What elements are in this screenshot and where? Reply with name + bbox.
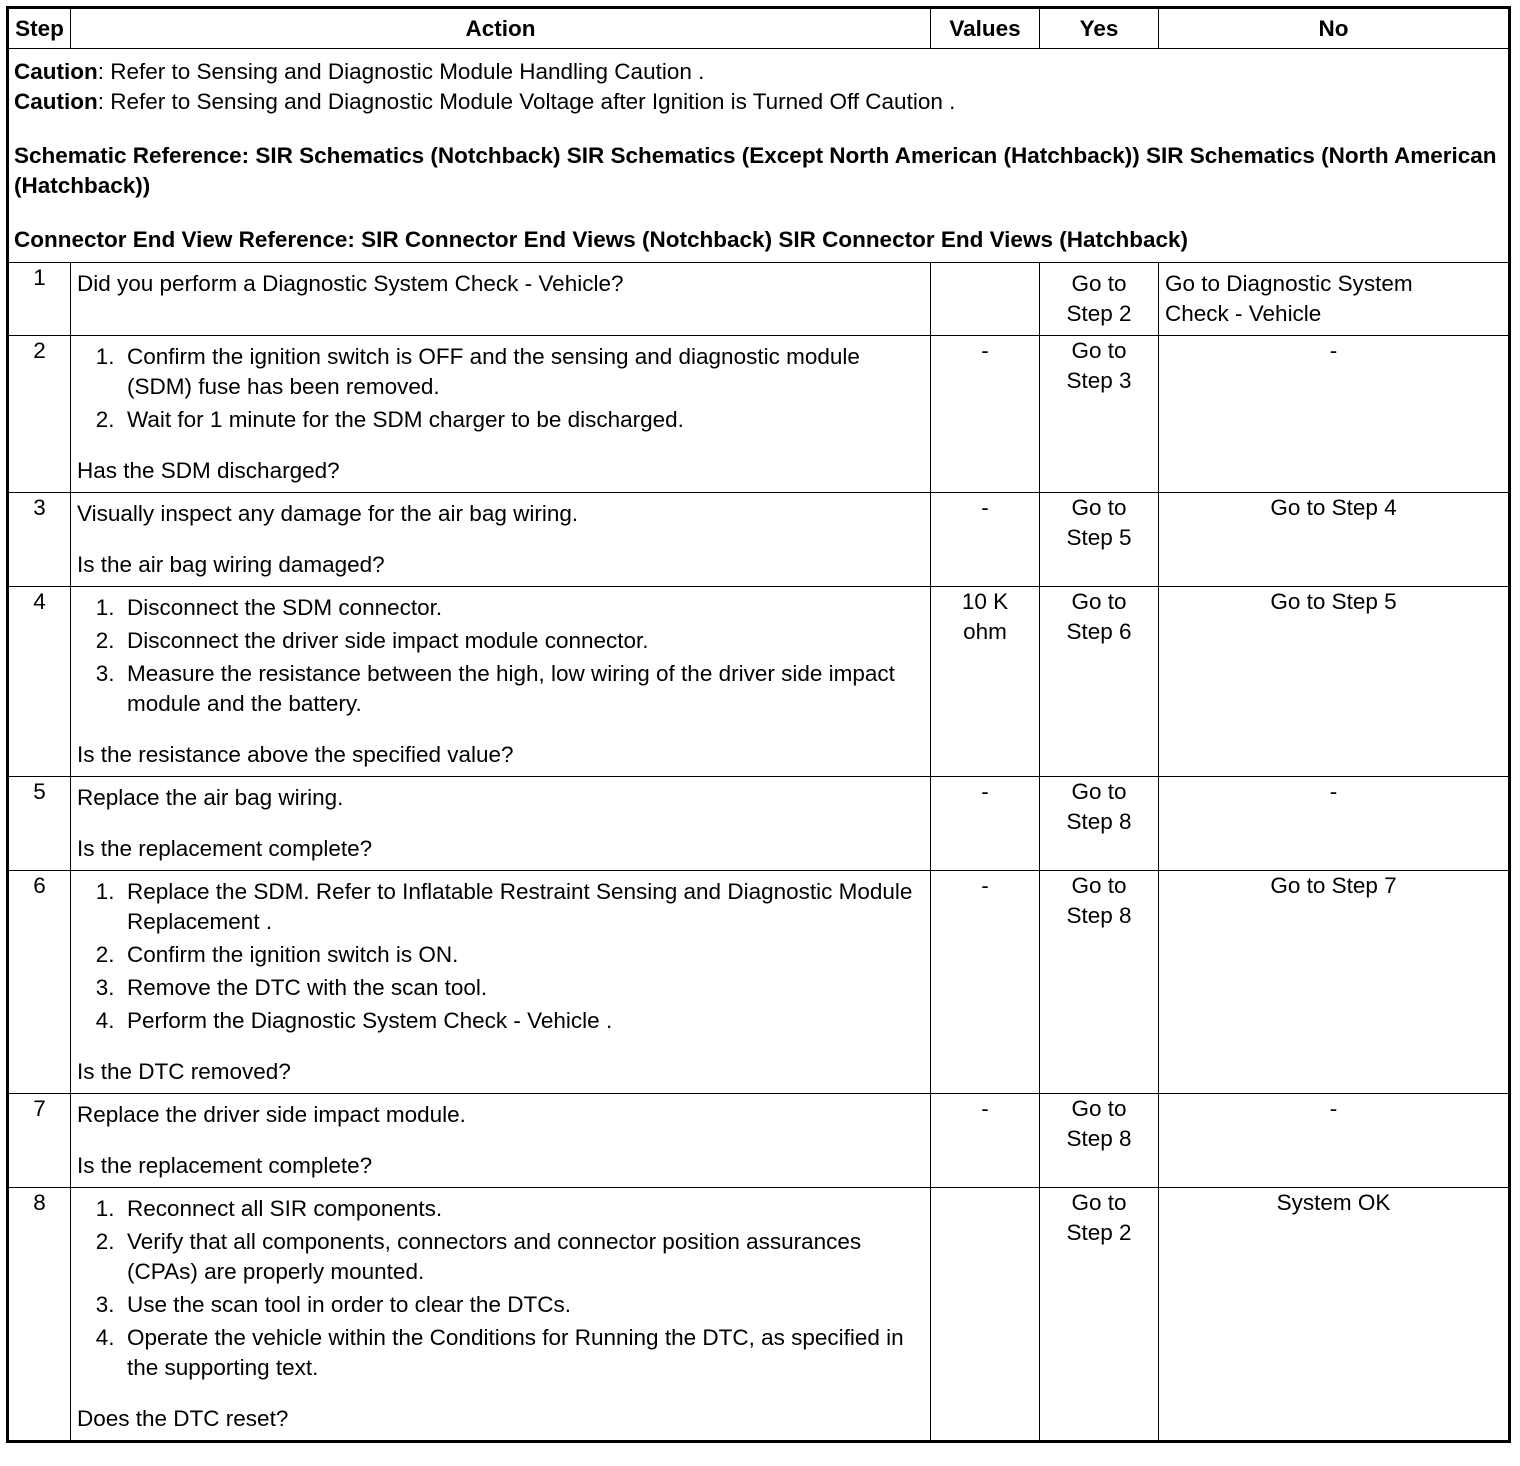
action-step-item: 3. Measure the resistance between the high, low wiring of the driver side impact module and the battery. [127,659,924,719]
header-step: Step [8,8,71,49]
step-action [71,263,931,336]
caution-2-label: Caution [14,89,98,114]
yes-text: Go to Step 8 [1066,873,1132,928]
yes-text: Go to Step 6 [1066,589,1132,644]
yes-text: Go to Step 5 [1066,495,1132,550]
yes-text: Go to Step 2 [1066,1190,1132,1245]
schematic-reference: Schematic Reference: SIR Schematics (Notchback) SIR Schematics (Except North American (Hatchback)) SIR Schematics (North American (Hatchback)) [14,143,1497,198]
values-text: - [981,338,989,363]
values-text: - [981,1096,989,1121]
header-no: No [1159,8,1510,49]
action-steps-list [77,1194,924,1383]
action-statement: Replace the driver side impact module. [77,1102,466,1127]
step-row [8,1094,1510,1188]
action-statement: Replace the air bag wiring. [77,785,344,810]
step-yes [1040,493,1159,587]
action-step-item: 1. Confirm the ignition switch is OFF and the sensing and diagnostic module (SDM) fuse has been removed. [127,342,924,402]
step-row [8,777,1510,871]
step-values [931,263,1040,336]
action-question: Is the DTC removed? [77,1059,291,1084]
step-values [931,871,1040,1094]
diagnostic-table [6,6,1511,1443]
step-values [931,1094,1040,1188]
notes-row [8,49,1510,263]
step-row [8,263,1510,336]
step-no [1159,777,1510,871]
caution-2-text: : Refer to Sensing and Diagnostic Module Voltage after Ignition is Turned Off Caution . [97,89,956,114]
action-step-item: 2. Disconnect the driver side impact module connector. [127,626,924,656]
action-question: Did you perform a Diagnostic System Check - Vehicle? [77,271,624,296]
no-text: - [1329,779,1338,804]
step-action [71,1094,931,1188]
action-question: Is the resistance above the specified value? [77,742,514,767]
no-text: - [1329,1096,1338,1121]
step-no [1159,871,1510,1094]
action-question: Is the replacement complete? [77,836,373,861]
step-number: 7 [8,1094,71,1188]
header-values: Values [931,8,1040,49]
step-values [931,493,1040,587]
yes-text: Go to Step 2 [1066,271,1132,326]
action-question: Is the replacement complete? [77,1153,373,1178]
values-text: 10 K ohm [961,589,1009,644]
action-step-item: 2. Verify that all components, connectors and connector position assurances (CPAs) are properly mounted. [127,1227,924,1287]
step-values [931,587,1040,777]
values-text: - [981,779,989,804]
yes-text: Go to Step 3 [1066,338,1132,393]
step-yes [1040,336,1159,493]
caution-1-text: : Refer to Sensing and Diagnostic Module Handling Caution . [97,59,705,84]
step-values [931,777,1040,871]
action-question: Does the DTC reset? [77,1406,289,1431]
action-statement: Visually inspect any damage for the air bag wiring. [77,501,579,526]
header-row [8,8,1510,49]
action-step-item: 3. Remove the DTC with the scan tool. [127,973,924,1003]
step-yes [1040,587,1159,777]
step-action [71,336,931,493]
yes-text: Go to Step 8 [1066,1096,1132,1151]
action-question: Is the air bag wiring damaged? [77,552,385,577]
step-row [8,587,1510,777]
step-values [931,336,1040,493]
step-yes [1040,1188,1159,1442]
no-text: Go to Step 4 [1270,495,1397,520]
values-text: - [981,873,989,898]
step-number: 6 [8,871,71,1094]
action-step-item: 1. Disconnect the SDM connector. [127,593,924,623]
yes-text: Go to Step 8 [1066,779,1132,834]
no-text: Go to Diagnostic System Check - Vehicle [1165,271,1413,326]
step-action [71,777,931,871]
action-steps-list [77,593,924,719]
no-text: Go to Step 7 [1270,873,1397,898]
step-number: 8 [8,1188,71,1442]
values-text: - [981,495,989,520]
step-row [8,1188,1510,1442]
step-values [931,1188,1040,1442]
step-number: 1 [8,263,71,336]
step-yes [1040,263,1159,336]
step-row [8,493,1510,587]
caution-1 [14,57,1503,87]
no-text: System OK [1276,1190,1391,1215]
notes-cell [8,49,1510,263]
step-no [1159,493,1510,587]
step-number: 5 [8,777,71,871]
action-question: Has the SDM discharged? [77,458,340,483]
action-steps-list [77,342,924,435]
step-number: 4 [8,587,71,777]
action-step-item: 1. Reconnect all SIR components. [127,1194,924,1224]
header-yes: Yes [1040,8,1159,49]
step-row [8,871,1510,1094]
action-step-item: 1. Replace the SDM. Refer to Inflatable Restraint Sensing and Diagnostic Module Replacement . [127,877,924,937]
step-no [1159,587,1510,777]
step-number: 2 [8,336,71,493]
connector-reference: Connector End View Reference: SIR Connector End Views (Notchback) SIR Connector End Views (Hatchback) [14,227,1188,252]
step-no [1159,1094,1510,1188]
no-text: - [1329,338,1338,363]
step-no [1159,263,1510,336]
step-number: 3 [8,493,71,587]
step-action [71,871,931,1094]
step-yes [1040,1094,1159,1188]
step-yes [1040,871,1159,1094]
header-action: Action [71,8,931,49]
no-text: Go to Step 5 [1270,589,1397,614]
step-action [71,587,931,777]
step-yes [1040,777,1159,871]
step-action [71,493,931,587]
action-step-item: 4. Operate the vehicle within the Conditions for Running the DTC, as specified in the supporting text. [127,1323,924,1383]
action-step-item: 2. Confirm the ignition switch is ON. [127,940,924,970]
caution-2 [14,87,1503,117]
action-steps-list [77,877,924,1036]
step-no [1159,1188,1510,1442]
step-no [1159,336,1510,493]
step-row [8,336,1510,493]
caution-1-label: Caution [14,59,98,84]
action-step-item: 2. Wait for 1 minute for the SDM charger to be discharged. [127,405,924,435]
action-step-item: 3. Use the scan tool in order to clear the DTCs. [127,1290,924,1320]
action-step-item: 4. Perform the Diagnostic System Check - Vehicle . [127,1006,924,1036]
step-action [71,1188,931,1442]
